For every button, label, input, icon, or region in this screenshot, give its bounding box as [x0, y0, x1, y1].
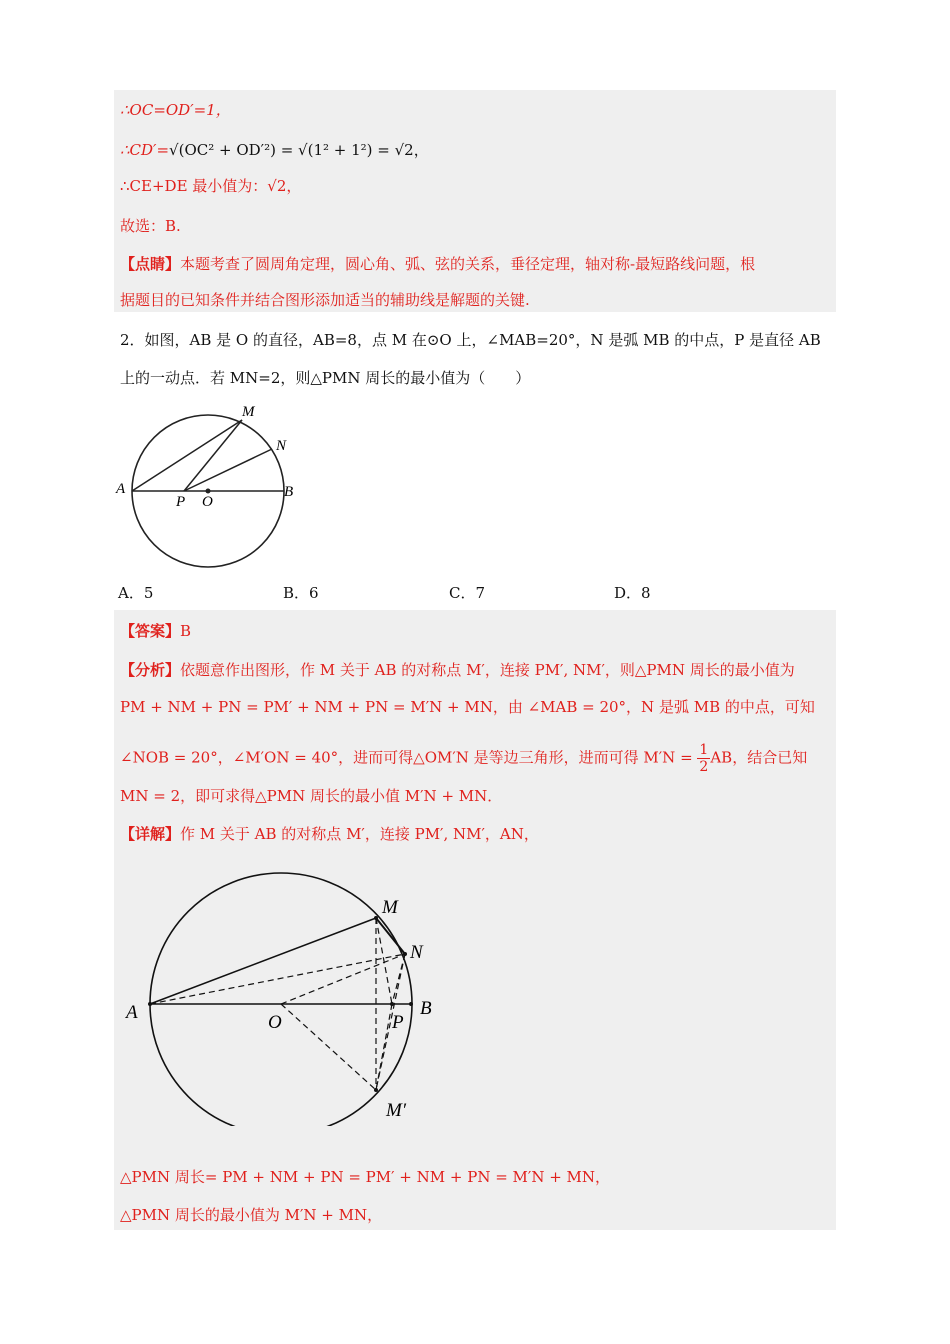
fig2-label-P: P: [392, 1012, 404, 1033]
question-text-2: 上的一动点．若 MN=2，则△PMN 周长的最小值为（ ）: [120, 369, 531, 387]
detail-line-2: △PMN 周长= PM + NM + PN = PM′ + NM + PN = M′N + MN，: [120, 1168, 611, 1186]
detail-figure: [118, 866, 448, 1126]
detail-line-3: △PMN 周长的最小值为 M′N + MN，: [120, 1206, 383, 1224]
detail-text-1: 作 M 关于 AB 的对称点 M′，连接 PM′, NM′，AN，: [180, 825, 539, 843]
analysis-tag: 【分析】: [120, 661, 181, 679]
option-b: B．6: [283, 584, 319, 602]
solution-line-2: [120, 140, 429, 160]
answer-tag: 【答案】: [120, 622, 181, 640]
fig2-label-M-prime: M′: [386, 1100, 406, 1121]
solution-line-3: ∴CE+DE 最小值为：√2，: [120, 177, 302, 195]
fig1-label-O: O: [202, 494, 213, 510]
fig2-label-M: M: [382, 897, 398, 918]
question-figure: [112, 398, 302, 573]
analysis-line-3: [120, 742, 807, 775]
fig1-label-M: M: [242, 404, 255, 420]
fig2-label-A: A: [126, 1002, 138, 1023]
solution-line-2-prefix: ∴CD′=: [120, 141, 170, 159]
option-c: C．7: [449, 584, 486, 602]
fraction-half: [697, 742, 710, 775]
fig1-label-N: N: [276, 438, 287, 454]
option-a: A．5: [118, 584, 154, 602]
solution-line-4: 故选：B.: [120, 217, 181, 235]
option-d: D．8: [614, 584, 651, 602]
comment-tag: 【点睛】: [120, 255, 181, 273]
solution-continued-block: [114, 90, 836, 312]
detail-line-1: [120, 824, 539, 844]
fraction-denominator: 2: [699, 759, 709, 775]
analysis-line-2: PM + NM + PN = PM′ + NM + PN = M′N + MN，由 ∠MAB = 20°，N 是弧 MB 的中点，可知: [120, 698, 815, 716]
fig2-label-O: O: [268, 1012, 282, 1033]
fig2-label-B: B: [420, 998, 432, 1019]
solution-line-2-formula: √(OC² + OD′²) = √(1² + 1²) = √2，: [169, 141, 429, 159]
fig1-label-A: A: [116, 481, 126, 497]
question-text-1: 2．如图，AB 是 O 的直径，AB=8，点 M 在⊙O 上，∠MAB=20°，N 是弧 MB 的中点，P 是直径 AB: [120, 331, 821, 349]
solution-line-1: ∴OC=OD′=1，: [120, 101, 231, 119]
comment-line-2: 据题目的已知条件并结合图形添加适当的辅助线是解题的关键.: [120, 291, 530, 309]
analysis-line-1: [120, 660, 795, 680]
fig2-label-N: N: [410, 942, 423, 963]
answer-line: [120, 621, 191, 641]
fraction-numerator: 1: [699, 742, 709, 758]
detail-tag: 【详解】: [120, 825, 181, 843]
answer-value: B: [180, 622, 192, 640]
analysis-text-3b: AB，结合已知: [710, 748, 808, 767]
fig1-label-B: B: [284, 484, 294, 500]
comment-text-1: 本题考查了圆周角定理，圆心角、弧、弦的关系，垂径定理，轴对称-最短路线问题，根: [180, 255, 756, 273]
fig1-label-P: P: [176, 494, 186, 510]
analysis-text-3a: ∠NOB = 20°，∠M′ON = 40°，进而可得△OM′N 是等边三角形，进而可得 M′N =: [120, 748, 698, 767]
comment-line-1: [120, 254, 755, 274]
analysis-line-4: MN = 2，即可求得△PMN 周长的最小值 M′N + MN．: [120, 787, 503, 805]
analysis-text-1: 依题意作出图形，作 M 关于 AB 的对称点 M′，连接 PM′, NM′，则△PMN 周长的最小值为: [180, 661, 795, 679]
